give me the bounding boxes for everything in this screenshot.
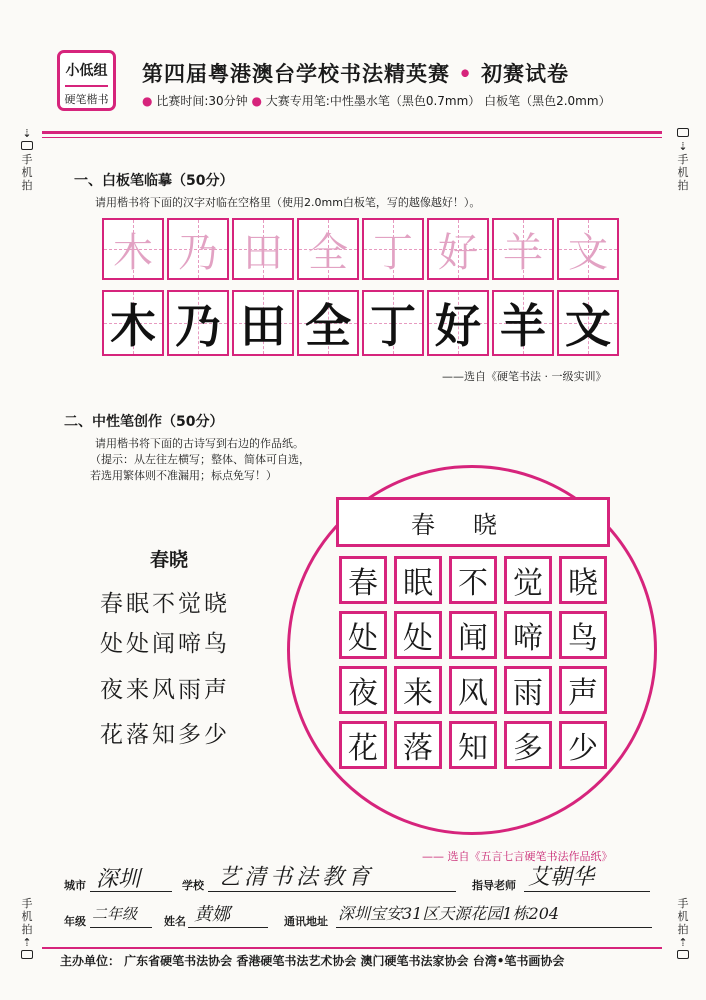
trace-cell bbox=[232, 218, 294, 280]
sheet-cell[interactable]: 夜 bbox=[339, 666, 387, 714]
section1-instruction: 请用楷书将下面的汉字对临在空格里（使用2.0mm白板笔，写的越像越好！）。 bbox=[95, 196, 481, 209]
poem-title: 春晓 bbox=[150, 549, 189, 571]
practice-cell[interactable] bbox=[102, 290, 164, 356]
teacher-underline bbox=[524, 891, 650, 892]
trace-cell bbox=[362, 218, 424, 280]
section2-instruction-2: （提示：从左往左横写；整体、简体可自选， bbox=[90, 453, 310, 466]
address-underline bbox=[336, 927, 652, 928]
teacher-label: 指导老师 bbox=[472, 879, 516, 892]
camera-icon bbox=[21, 141, 33, 150]
sheet-cell[interactable]: 多 bbox=[504, 721, 552, 769]
trace-cell bbox=[167, 218, 229, 280]
header-divider bbox=[42, 131, 662, 134]
sheet-cell[interactable]: 晓 bbox=[559, 556, 607, 604]
footer-divider bbox=[42, 947, 662, 949]
phone-label: 手机拍 bbox=[677, 897, 689, 936]
phone-photo-marker-tr bbox=[676, 127, 690, 192]
school-underline bbox=[208, 891, 456, 892]
practice-character: 好 bbox=[435, 299, 481, 353]
sheet-cell[interactable]: 啼 bbox=[504, 611, 552, 659]
download-arrow-icon: ⇣ bbox=[22, 127, 32, 140]
poem-line-3: 夜来风雨声 bbox=[100, 677, 230, 703]
phone-photo-marker-br bbox=[676, 897, 690, 962]
sheet-cell[interactable]: 花 bbox=[339, 721, 387, 769]
poem-line-2: 处处闻啼鸟 bbox=[100, 631, 230, 657]
practice-character: 木 bbox=[110, 299, 156, 353]
grade-value[interactable]: 二年级 bbox=[92, 905, 138, 923]
trace-character: 木 bbox=[113, 229, 153, 276]
sheet-cell[interactable]: 鸟 bbox=[559, 611, 607, 659]
practice-row bbox=[102, 290, 622, 356]
sheet-cell[interactable]: 来 bbox=[394, 666, 442, 714]
exam-pens: 大赛专用笔:中性墨水笔（黑色0.7mm） 白板笔（黑色2.0mm） bbox=[265, 94, 611, 108]
section1-source: ——选自《硬笔书法 · 一级实训》 bbox=[442, 370, 607, 383]
exam-title bbox=[142, 58, 569, 88]
name-label: 姓名 bbox=[164, 915, 186, 928]
practice-character: 乃 bbox=[175, 299, 221, 353]
grade-label: 年级 bbox=[64, 915, 86, 928]
trace-cell bbox=[297, 218, 359, 280]
phone-photo-marker-tl bbox=[20, 127, 34, 192]
practice-character: 文 bbox=[565, 299, 611, 353]
header-divider-thin bbox=[42, 137, 662, 138]
sheet-cell[interactable]: 春 bbox=[339, 556, 387, 604]
trace-character: 文 bbox=[568, 229, 608, 276]
practice-cell[interactable] bbox=[427, 290, 489, 356]
poem-line-1: 春眠不觉晓 bbox=[100, 591, 230, 617]
poem-line-4: 花落知多少 bbox=[100, 722, 230, 748]
sheet-cell[interactable]: 少 bbox=[559, 721, 607, 769]
title-dot: • bbox=[458, 61, 473, 86]
phone-label: 手机拍 bbox=[21, 153, 33, 192]
section2-instruction-1: 请用楷书将下面的古诗写到右边的作品纸。 bbox=[95, 437, 304, 450]
upload-arrow-icon: ⇡ bbox=[678, 936, 688, 949]
organizers: 主办单位： 广东省硬笔书法协会 香港硬笔书法艺术协会 澳门硬笔书法家协会 台湾•笔书画协会 bbox=[60, 954, 565, 968]
city-label: 城市 bbox=[64, 879, 86, 892]
practice-cell[interactable] bbox=[297, 290, 359, 356]
phone-label: 手机拍 bbox=[677, 153, 689, 192]
camera-icon bbox=[677, 950, 689, 959]
practice-cell[interactable] bbox=[167, 290, 229, 356]
section2-instruction-3: 若选用繁体则不准漏用；标点免写！） bbox=[90, 469, 277, 482]
badge-style-label: 硬笔楷书 bbox=[64, 93, 109, 106]
trace-character: 乃 bbox=[178, 229, 218, 276]
trace-character: 好 bbox=[438, 229, 478, 276]
trace-cell bbox=[492, 218, 554, 280]
exam-info bbox=[142, 92, 611, 109]
teacher-value[interactable]: 艾朝华 bbox=[528, 865, 595, 890]
trace-cell bbox=[557, 218, 619, 280]
upload-arrow-icon: ⇡ bbox=[22, 936, 32, 949]
bullet-icon: ● bbox=[251, 94, 262, 108]
exam-title-suffix: 初赛试卷 bbox=[481, 61, 570, 86]
practice-character: 羊 bbox=[500, 299, 546, 353]
phone-label: 手机拍 bbox=[21, 897, 33, 936]
trace-character: 丁 bbox=[373, 229, 413, 276]
group-badge bbox=[57, 50, 116, 111]
address-label: 通讯地址 bbox=[284, 915, 328, 928]
exam-time: 比赛时间:30分钟 bbox=[156, 94, 248, 108]
trace-cell bbox=[102, 218, 164, 280]
school-value[interactable]: 艺清书法教育 bbox=[218, 865, 375, 890]
sheet-cell[interactable]: 风 bbox=[449, 666, 497, 714]
section1-title: 一、白板笔临摹（50分） bbox=[74, 173, 234, 189]
sheet-cell[interactable]: 处 bbox=[394, 611, 442, 659]
badge-group-label: 小低组 bbox=[65, 63, 108, 79]
camera-icon bbox=[677, 128, 689, 137]
practice-cell[interactable] bbox=[557, 290, 619, 356]
grade-underline bbox=[90, 927, 152, 928]
sheet-cell[interactable]: 眠 bbox=[394, 556, 442, 604]
exam-title-main: 第四届粤港澳台学校书法精英赛 bbox=[142, 61, 450, 86]
sheet-title: 春晓 bbox=[336, 497, 610, 547]
practice-character: 丁 bbox=[370, 299, 416, 353]
sheet-cell[interactable]: 落 bbox=[394, 721, 442, 769]
practice-cell[interactable] bbox=[232, 290, 294, 356]
section2-title: 二、中性笔创作（50分） bbox=[64, 414, 224, 430]
sheet-cell[interactable]: 雨 bbox=[504, 666, 552, 714]
trace-character: 田 bbox=[243, 229, 283, 276]
practice-cell[interactable] bbox=[362, 290, 424, 356]
download-arrow-icon: ⇣ bbox=[678, 140, 688, 153]
trace-character: 羊 bbox=[503, 229, 543, 276]
sheet-cell[interactable]: 闻 bbox=[449, 611, 497, 659]
practice-character: 全 bbox=[305, 299, 351, 353]
phone-photo-marker-bl bbox=[20, 897, 34, 962]
badge-divider bbox=[65, 85, 108, 87]
trace-cell bbox=[427, 218, 489, 280]
sheet-cell[interactable]: 处 bbox=[339, 611, 387, 659]
school-label: 学校 bbox=[182, 879, 204, 892]
name-underline bbox=[188, 927, 268, 928]
camera-icon bbox=[21, 950, 33, 959]
practice-cell[interactable] bbox=[492, 290, 554, 356]
practice-character: 田 bbox=[240, 299, 286, 353]
trace-character: 全 bbox=[308, 229, 348, 276]
city-value[interactable]: 深圳 bbox=[96, 867, 141, 892]
section2-source: —— 选自《五言七言硬笔书法作品纸》 bbox=[422, 850, 613, 863]
sheet-cell[interactable]: 觉 bbox=[504, 556, 552, 604]
bullet-icon: ● bbox=[142, 94, 153, 108]
name-value[interactable]: 黄娜 bbox=[194, 904, 230, 925]
sheet-cell[interactable]: 声 bbox=[559, 666, 607, 714]
trace-row bbox=[102, 218, 622, 280]
sheet-cell[interactable]: 不 bbox=[449, 556, 497, 604]
sheet-cell[interactable]: 知 bbox=[449, 721, 497, 769]
address-value[interactable]: 深圳宝安31区天源花园1栋204 bbox=[338, 904, 560, 923]
